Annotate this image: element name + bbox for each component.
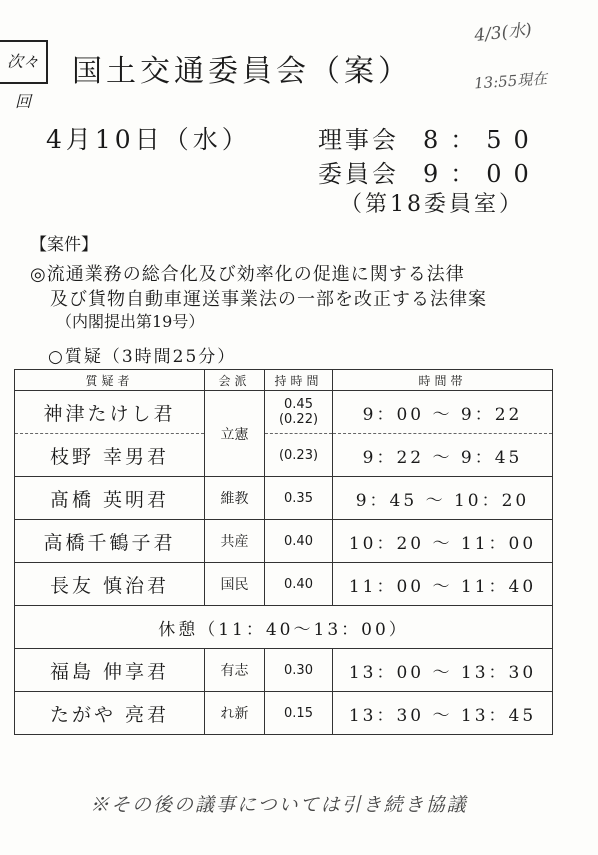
meeting-room: （第18委員室） bbox=[340, 192, 524, 217]
time-slot: 9：00 〜 9：22 bbox=[333, 391, 553, 434]
header-party: 会派 bbox=[205, 370, 265, 391]
time-slot: 10：20 〜 11：00 bbox=[333, 520, 553, 563]
questioner-name: 福島 伸享君 bbox=[15, 649, 205, 692]
questioner-name: 高橋千鶴子君 bbox=[15, 520, 205, 563]
bill-title-line2: 及び貨物自動車運送事業法の一部を改正する法律案 bbox=[50, 289, 487, 310]
hold-time: 0.30 bbox=[265, 649, 333, 692]
party-name: れ新 bbox=[205, 692, 265, 735]
board-label: 理事会 bbox=[318, 126, 399, 154]
qa-label: ○質疑（3時間25分） bbox=[48, 347, 237, 367]
party-name: 有志 bbox=[205, 649, 265, 692]
meeting-date: 4月10日（水） bbox=[46, 125, 251, 154]
hold-time: (0.23) bbox=[265, 434, 333, 477]
agenda-heading: 【案件】 bbox=[30, 235, 98, 255]
party-name: 共産 bbox=[205, 520, 265, 563]
handwritten-date: 4/3(水) bbox=[473, 20, 533, 46]
party-name: 維教 bbox=[205, 477, 265, 520]
table-row bbox=[15, 520, 553, 563]
page-title: 国土交通委員会（案） bbox=[72, 54, 412, 89]
bill-number: （内閣提出第19号） bbox=[56, 312, 205, 331]
party-name: 立憲 bbox=[205, 391, 265, 477]
questioner-name: 長友 慎治君 bbox=[15, 563, 205, 606]
recess-label: 休憩（11：40〜13：00） bbox=[15, 606, 553, 649]
header-hold: 持時間 bbox=[265, 370, 333, 391]
hold-time: 0.35 bbox=[265, 477, 333, 520]
header-questioner: 質疑者 bbox=[15, 370, 205, 391]
header-slot: 時間帯 bbox=[333, 370, 553, 391]
hold-time bbox=[265, 391, 333, 434]
hold-time: 0.40 bbox=[265, 563, 333, 606]
table-row bbox=[15, 692, 553, 735]
questioner-name: 神津たけし君 bbox=[15, 391, 205, 434]
time-slot: 13：30 〜 13：45 bbox=[333, 692, 553, 735]
table-row bbox=[15, 391, 553, 434]
table-row bbox=[15, 649, 553, 692]
board-meeting bbox=[318, 120, 541, 155]
hold-time-main: 0.45 bbox=[284, 397, 313, 412]
board-time: 8：50 bbox=[423, 126, 541, 154]
committee-meeting bbox=[318, 154, 541, 189]
table-row bbox=[15, 477, 553, 520]
questioner-name: 枝野 幸男君 bbox=[15, 434, 205, 477]
questioner-name: 髙橋 英明君 bbox=[15, 477, 205, 520]
table-header-row bbox=[15, 370, 553, 391]
table-row bbox=[15, 434, 553, 477]
table-row bbox=[15, 563, 553, 606]
handwritten-footnote: ※その後の議事については引き続き協議 bbox=[90, 794, 468, 816]
hold-time-sub: (0.22) bbox=[278, 412, 319, 427]
time-slot: 11：00 〜 11：40 bbox=[333, 563, 553, 606]
questioner-name: たがや 亮君 bbox=[15, 692, 205, 735]
time-slot: 13：00 〜 13：30 bbox=[333, 649, 553, 692]
recess-row bbox=[15, 606, 553, 649]
schedule-table bbox=[14, 369, 553, 735]
hold-time: 0.15 bbox=[265, 692, 333, 735]
time-slot: 9：22 〜 9：45 bbox=[333, 434, 553, 477]
time-slot: 9：45 〜 10：20 bbox=[333, 477, 553, 520]
bill-title-line1: ◎流通業務の総合化及び効率化の促進に関する法律 bbox=[30, 264, 465, 285]
box-label: 次々回 bbox=[0, 40, 48, 84]
committee-time: 9：00 bbox=[423, 160, 541, 188]
hold-time: 0.40 bbox=[265, 520, 333, 563]
committee-label: 委員会 bbox=[318, 160, 399, 188]
party-name: 国民 bbox=[205, 563, 265, 606]
handwritten-time: 13:55現在 bbox=[473, 69, 548, 93]
